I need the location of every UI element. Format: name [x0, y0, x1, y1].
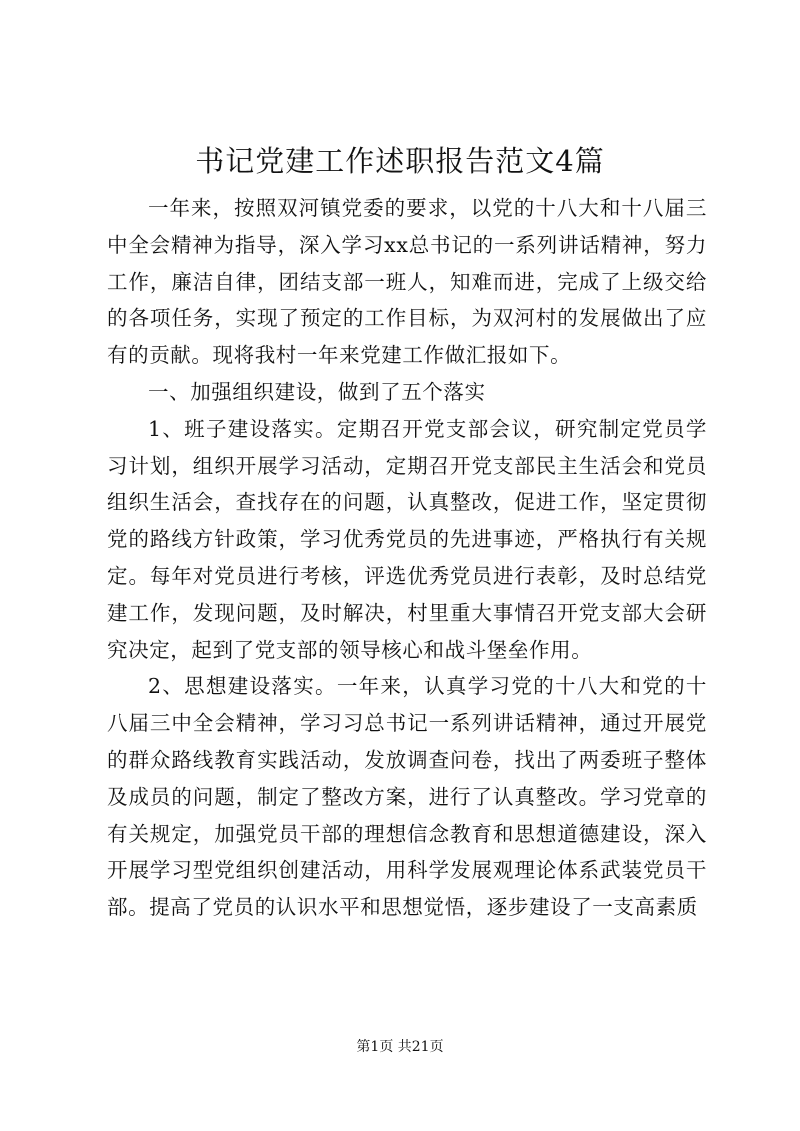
- paragraph-team-building: 1、班子建设落实。定期召开党支部会议，研究制定党员学习计划，组织开展学习活动，定期召开党支部民主生活会和党员组织生活会，查找存在的问题，认真整改，促进工作，坚定贯彻党的路线方针政策，学习优秀党员的先进事迹，严格执行有关规定。每年对党员进行考核，评选优秀党员进行表彰，及时总结党建工作，发现问题，及时解决，村里重大事情召开党支部大会研究决定，起到了党支部的领导核心和战斗堡垒作用。: [107, 416, 707, 662]
- section-heading-organization: 一、加强组织建设，做到了五个落实: [148, 379, 486, 404]
- document-title: 书记党建工作述职报告范文4篇: [195, 144, 605, 178]
- document-body: [107, 190, 707, 926]
- paragraph-ideological-building: 2、思想建设落实。一年来，认真学习党的十八大和党的十八届三中全会精神，学习习总书记一系列讲话精神，通过开展党的群众路线教育实践活动，发放调查问卷，找出了两委班子整体及成员的问题，制定了整改方案，进行了认真整改。学习党章的有关规定，加强党员干部的理想信念教育和思想道德建设，深入开展学习型党组织创建活动，用科学发展观理论体系武装党员干部。提高了党员的认识水平和思想觉悟，逐步建设了一支高素质: [107, 674, 707, 920]
- page-footer: 第1页 共21页: [356, 1039, 444, 1055]
- paragraph-intro: 一年来，按照双河镇党委的要求，以党的十八大和十八届三中全会精神为指导，深入学习xx总书记的一系列讲话精神，努力工作，廉洁自律，团结支部一班人，知难而进，完成了上级交给的各项任务，实现了预定的工作目标，为双河村的发展做出了应有的贡献。现将我村一年来党建工作做汇报如下。: [107, 196, 707, 368]
